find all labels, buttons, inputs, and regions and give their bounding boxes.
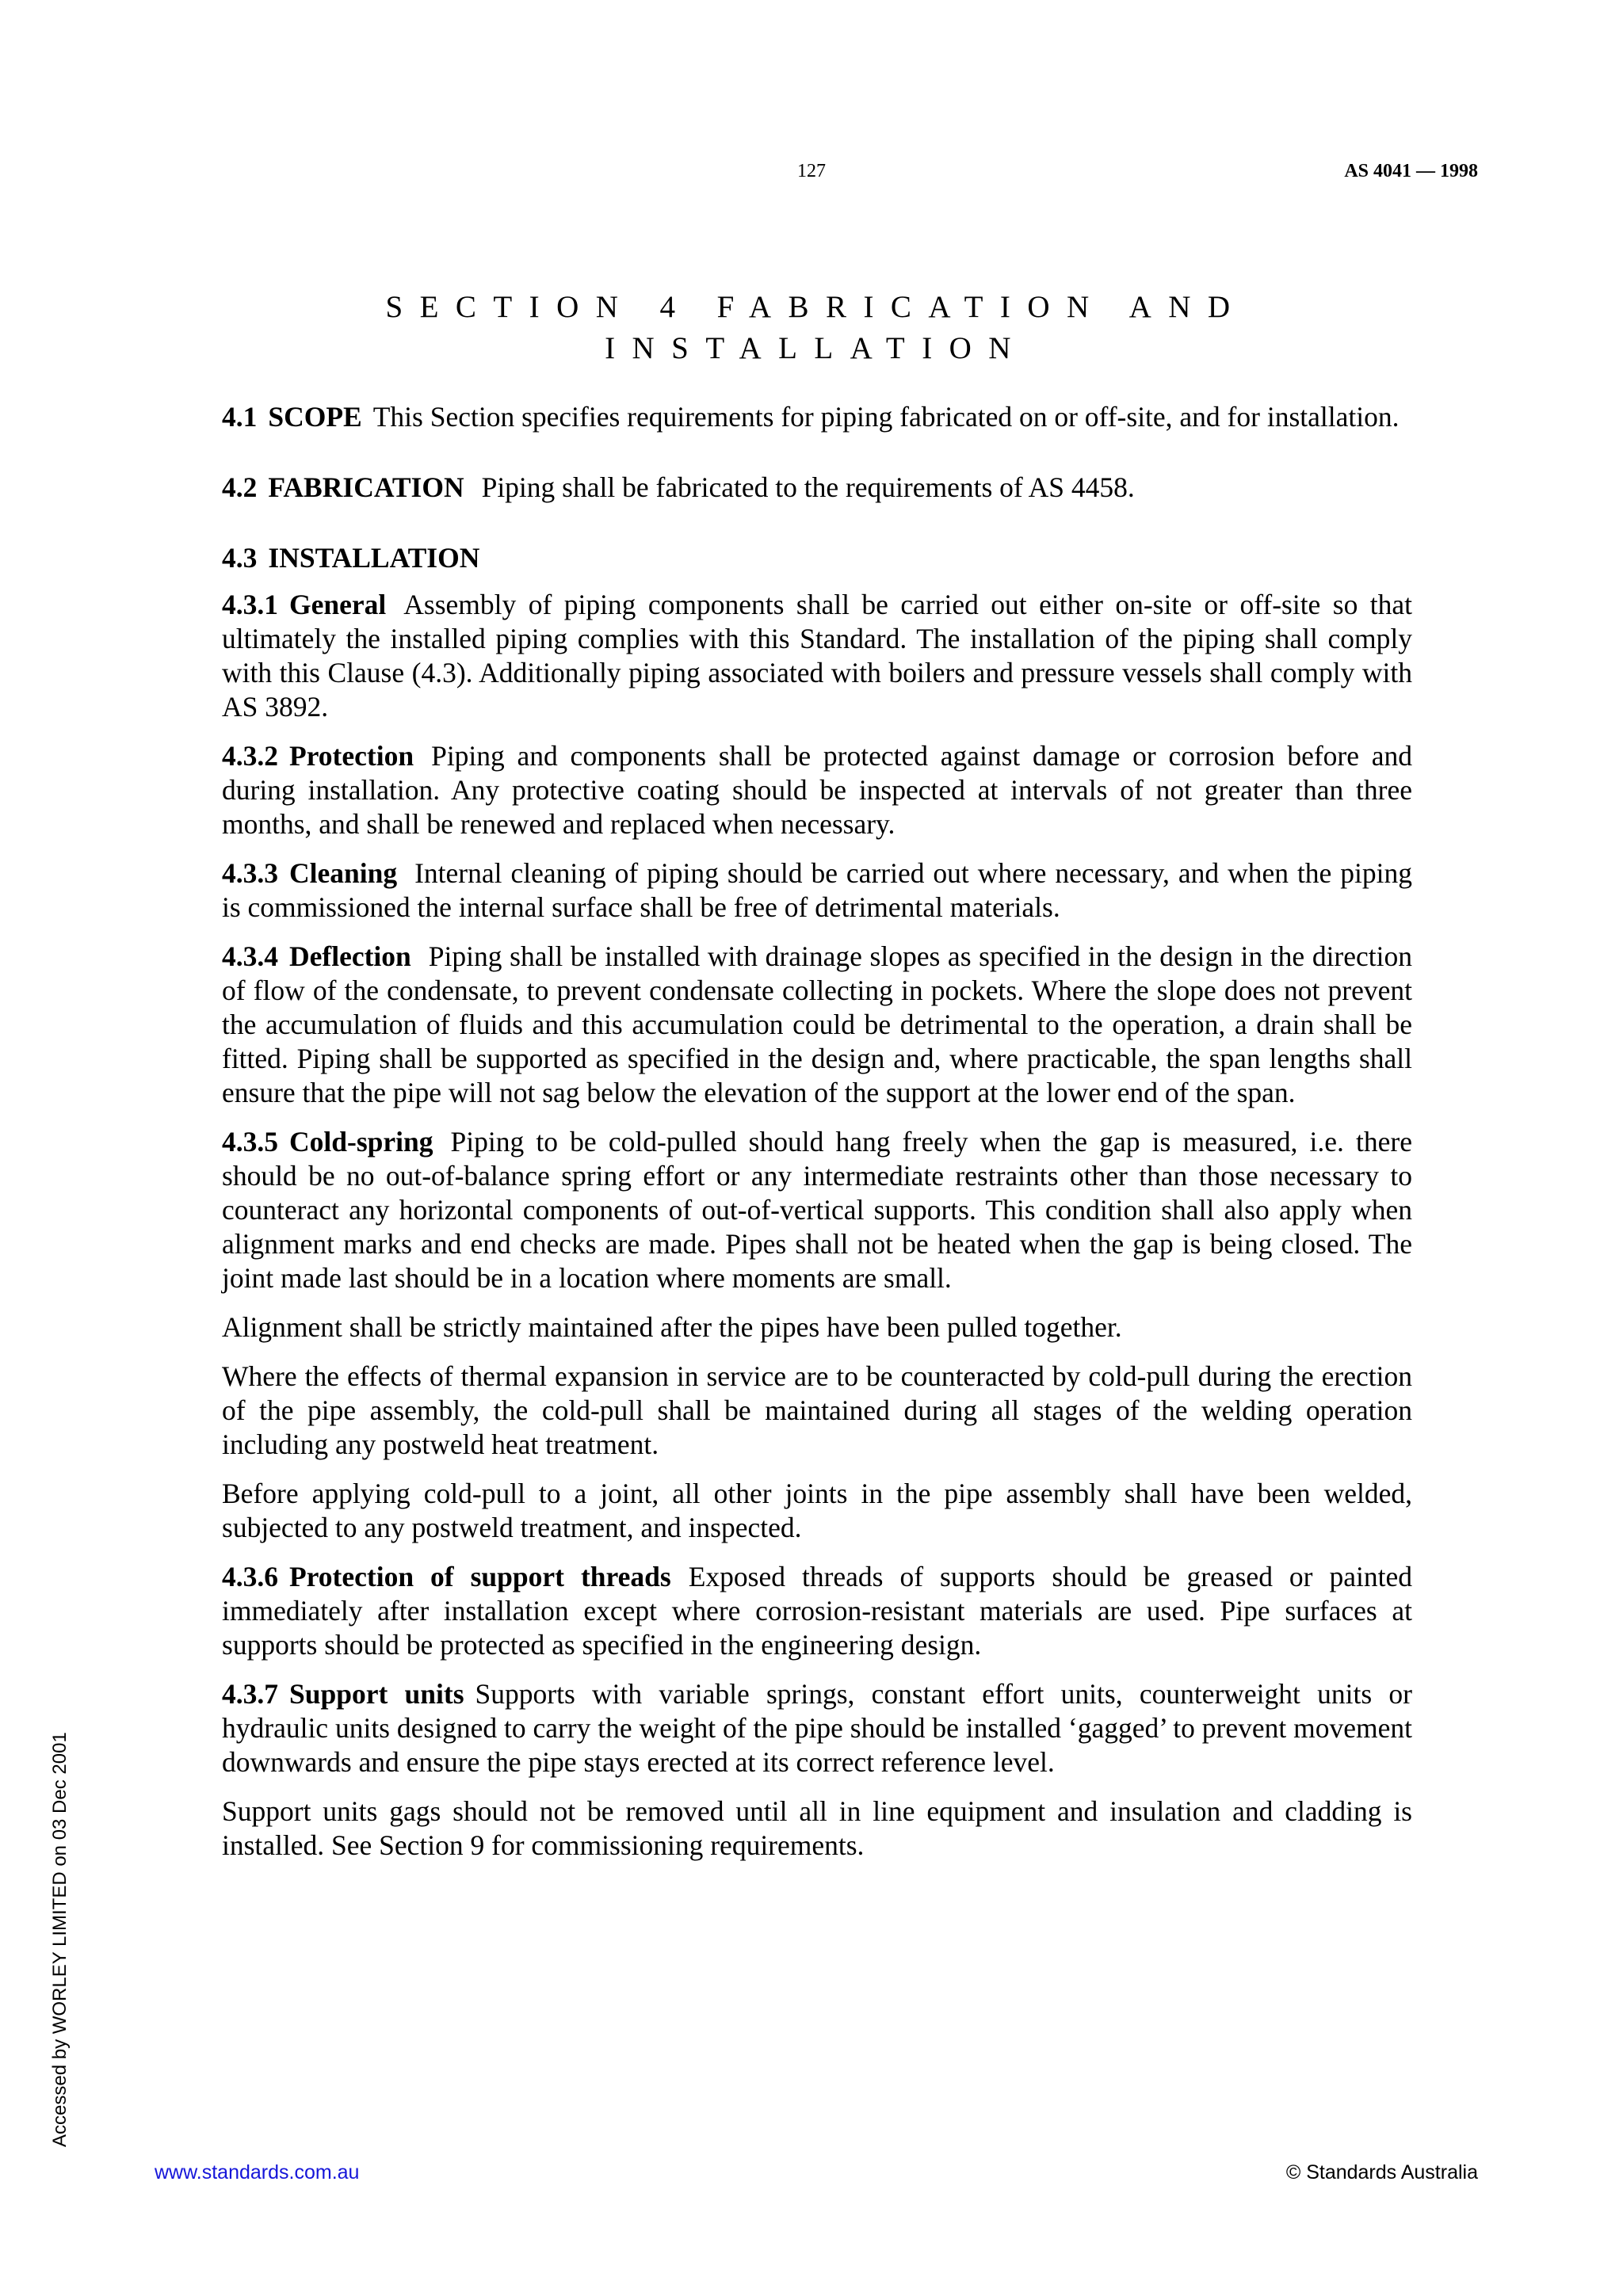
clause-4-3-3-cleaning [222,856,1412,925]
clause-title: Cold-spring [289,1126,433,1158]
clause-4-3-6-support-threads [222,1560,1412,1662]
clause-number: 4.1 [222,401,258,433]
clause-number: 4.3.4 [222,940,278,972]
clause-title: SCOPE [268,401,362,433]
clause-text: Supports with variable springs, constant effort units, counterweight units or hydraulic units designed to carry the weight of the pipe should be installed ‘gagged’ to prevent movement downwards and ensure the pipe stays erected at its correct reference level. [222,1678,1412,1778]
clause-4-3-7-support-units [222,1677,1412,1779]
clause-number: 4.2 [222,471,258,503]
footer-copyright: © Standards Australia [1285,2161,1478,2183]
clause-text: This Section specifies requirements for piping fabricated on or off-site, and for installation. [372,401,1400,433]
clause-text: Assembly of piping components shall be carried out either on-site or off-site so that ultimately the installed piping complies with this Standard. The installation of the piping shall comply with this Clause (4.3). Additionally piping associated with boilers and pressure vessels shall comply with AS 3892. [222,589,1412,723]
clause-text: Exposed threads of supports should be greased or painted immediately after installation except where corrosion-resistant materials are used. Pipe surfaces at supports should be protected as specified in the engineering design. [222,1561,1412,1661]
page-number: 127 [797,161,826,181]
clause-number: 4.3 [222,542,258,574]
clause-text: Piping shall be installed with drainage slopes as specified in the design in the direction of flow of the condensate, to prevent condensate collecting in pockets. Where the slope does not prevent the accumulation of fluids and this accumulation could be detrimental to the operation, a drain shall be fitted. Piping shall be supported as specified in the design and, where practicable, the span lengths shall ensure that the pipe will not sag below the elevation of the support at the lower end of the span. [222,940,1412,1108]
clause-4-3-installation [222,541,1412,575]
clause-title: FABRICATION [268,471,464,503]
section-title-line1: SECTION 4 FABRICATION AND [385,290,1247,324]
clause-4-3-5-cold-spring [222,1125,1412,1295]
access-watermark: Accessed by WORLEY LIMITED on 03 Dec 2001 [49,1732,71,2147]
clause-4-3-1-general [222,588,1412,724]
clause-4-3-4-deflection [222,940,1412,1110]
clause-text: Piping and components shall be protected against damage or corrosion before and during installation. Any protective coating should be inspected at intervals of not greater than three months, and shall be renewed and replaced when necessary. [222,740,1412,840]
clause-4-2-fabrication [222,471,1412,505]
clause-title: General [289,589,387,620]
section-title [222,287,1411,369]
document-reference: AS 4041 — 1998 [1344,161,1478,181]
footer-url-link[interactable]: www.standards.com.au [155,2161,360,2183]
clause-4-3-2-protection [222,739,1412,841]
clause-number: 4.3.6 [222,1561,278,1592]
clause-title: Protection [289,740,414,772]
clause-text: Piping shall be fabricated to the requirements of AS 4458. [481,471,1135,503]
clause-4-1-scope [222,400,1412,434]
clause-number: 4.3.5 [222,1126,278,1158]
clause-text: Internal cleaning of piping should be carried out where necessary, and when the piping is commissioned the internal surface shall be free of detrimental materials. [222,857,1412,923]
document-body [222,400,1412,1878]
clause-title: Support units [289,1678,464,1710]
clause-title: Deflection [289,940,411,972]
clause-title: INSTALLATION [268,542,480,574]
clause-number: 4.3.7 [222,1678,278,1710]
cold-spring-paragraph-2: Alignment shall be strictly maintained after the pipes have been pulled together. [222,1311,1122,1343]
cold-spring-paragraph-4: Before applying cold-pull to a joint, all other joints in the pipe assembly shall have been welded, subjected to any postweld treatment, and inspected. [222,1478,1412,1543]
clause-number: 4.3.1 [222,589,278,620]
clause-title: Cleaning [289,857,398,889]
cold-spring-paragraph-3: Where the effects of thermal expansion in service are to be counteracted by cold-pull during the erection of the pipe assembly, the cold-pull shall be maintained during all stages of the welding operation including any postweld heat treatment. [222,1360,1412,1460]
clause-text: Piping to be cold-pulled should hang freely when the gap is measured, i.e. there should be no out-of-balance spring effort or any intermediate restraints other than those necessary to counteract any horizontal components of out-of-vertical supports. This condition shall also apply when alignment marks and end checks are made. Pipes shall not be heated when the gap is being closed. The joint made last should be in a location where moments are small. [222,1126,1412,1294]
section-title-line2: INSTALLATION [605,331,1028,365]
clause-number: 4.3.2 [222,740,278,772]
support-units-paragraph-2: Support units gags should not be removed until all in line equipment and insulation and cladding is installed. See Section 9 for commissioning requirements. [222,1795,1412,1861]
clause-number: 4.3.3 [222,857,278,889]
clause-title: Protection of support threads [289,1561,671,1592]
